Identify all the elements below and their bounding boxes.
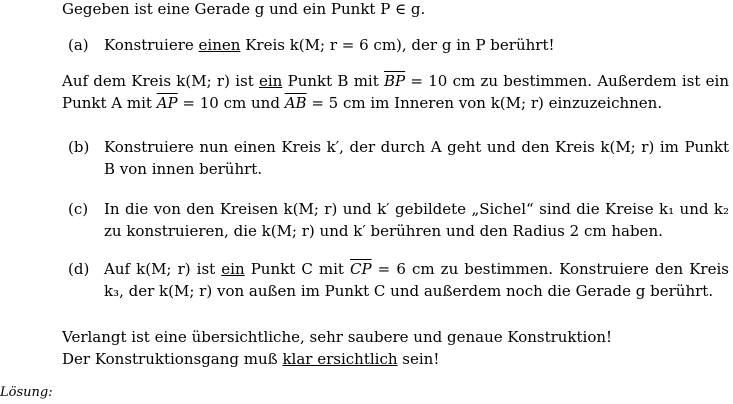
task-c-label: (c) bbox=[68, 200, 89, 218]
task-a-label: (a) bbox=[68, 36, 89, 54]
solution-label: Lösung: bbox=[0, 385, 53, 400]
intro-text: Gegeben ist eine Gerade g und ein Punkt P ∈ g. bbox=[62, 0, 426, 18]
paragraph-points-t5: = 5 cm im Inneren von k(M; r) einzuzeichnen. bbox=[306, 94, 663, 112]
task-a-text-before: Konstruiere bbox=[104, 36, 199, 54]
closing-line-1: Verlangt ist eine übersichtliche, sehr saubere und genaue Konstruktion! bbox=[62, 328, 613, 346]
segment-ab: $\overline{AB}$ bbox=[284, 94, 307, 112]
segment-cp: $\overline{CP}$ bbox=[350, 260, 372, 278]
paragraph-points-t3: = 10 cm zu bestimmen. Außerdem ist ein Punkt A mit bbox=[62, 72, 729, 112]
task-d-t3: = 6 cm zu bestimmen. Konstruiere den Kreis k₃, der k(M; r) von außen im Punkt C und außerdem noch die Gerade g berührt. bbox=[104, 260, 729, 300]
task-a-underlined: einen bbox=[198, 36, 241, 54]
paragraph-points-underlined: ein bbox=[259, 72, 283, 90]
paragraph-points-t2: Punkt B mit bbox=[282, 72, 385, 90]
task-b-text: Konstruiere nun einen Kreis k′, der durch A geht und den Kreis k(M; r) im Punkt B von innen berührt. bbox=[104, 138, 729, 178]
task-d-underlined: ein bbox=[221, 260, 245, 278]
paragraph-points-t4: = 10 cm und bbox=[177, 94, 285, 112]
closing-line-2-underlined: klar ersichtlich bbox=[282, 350, 398, 368]
task-c bbox=[68, 198, 729, 242]
task-a-text-after: Kreis k(M; r = 6 cm), der g in P berührt! bbox=[240, 36, 555, 54]
task-d-t2: Punkt C mit bbox=[244, 260, 351, 278]
task-b-label: (b) bbox=[68, 138, 90, 156]
paragraph-points-t1: Auf dem Kreis k(M; r) ist bbox=[62, 72, 259, 90]
task-a bbox=[68, 34, 729, 56]
closing-line-2 bbox=[62, 348, 729, 370]
task-d bbox=[68, 258, 729, 302]
segment-bp: $\overline{BP}$ bbox=[384, 72, 406, 90]
segment-ap: $\overline{AP}$ bbox=[156, 94, 178, 112]
task-c-text: In die von den Kreisen k(M; r) und k′ gebildete „Sichel“ sind die Kreise k₁ und k₂ zu konstruieren, die k(M; r) und k′ berühren und den Radius 2 cm haben. bbox=[104, 200, 729, 240]
closing-line-2-t1: Der Konstruktionsgang muß bbox=[62, 350, 283, 368]
paragraph-points bbox=[62, 70, 729, 114]
closing-line-2-t2: sein! bbox=[397, 350, 440, 368]
task-d-t1: Auf k(M; r) ist bbox=[104, 260, 222, 278]
task-d-label: (d) bbox=[68, 260, 90, 278]
task-b bbox=[68, 136, 729, 180]
